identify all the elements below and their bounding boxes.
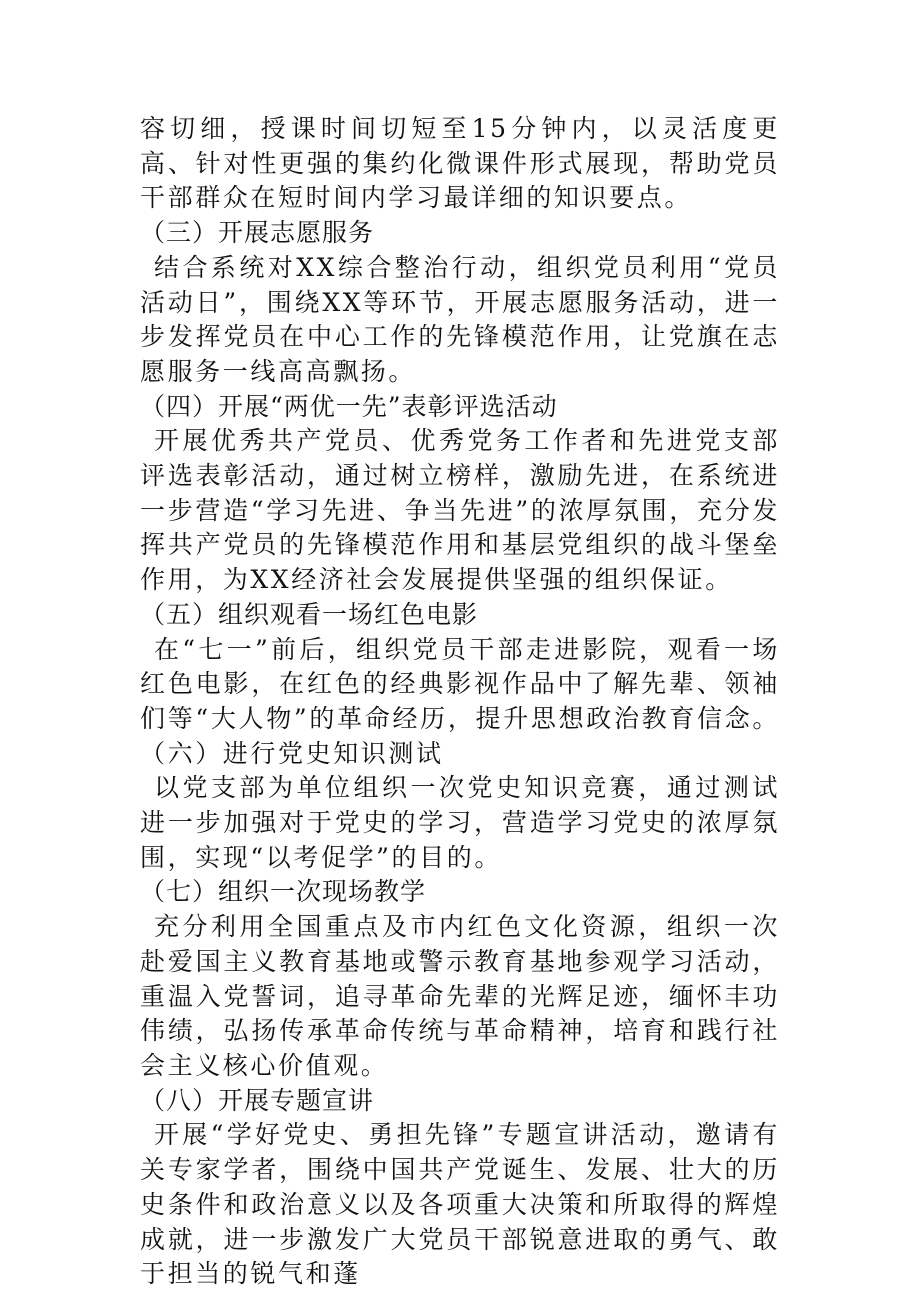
section-heading-awards: （四）开展“两优一先”表彰评选活动 <box>140 391 558 421</box>
paragraph-onsite-teaching: 充分利用全国重点及市内红色文化资源，组织一次赴爱国主义教育基地或警示教育基地参观学习活动，重温入党誓词，追寻革命先辈的光辉足迹，缅怀丰功伟绩，弘扬传承革命传统与革命精神，培育和践行社会主义核心价值观。 <box>140 912 780 1080</box>
paragraph-volunteer: 结合系统对XX综合整治行动，组织党员利用“党员活动日”，围绕XX等环节，开展志愿服务活动，进一步发挥党员在中心工作的先锋模范作用，让党旗在志愿服务一线高高飘扬。 <box>140 252 780 386</box>
section-heading-lectures: （八）开展专题宣讲 <box>140 1085 375 1115</box>
section-heading-red-film: （五）组织观看一场红色电影 <box>140 599 479 629</box>
section-heading-onsite-teaching: （七）组织一次现场教学 <box>140 877 427 907</box>
paragraph-history-quiz: 以党支部为单位组织一次党史知识竞赛，通过测试进一步加强对于党史的学习，营造学习党史的浓厚氛围，实现“以考促学”的目的。 <box>140 773 780 872</box>
paragraph-lectures: 开展“学好党史、勇担先锋”专题宣讲活动，邀请有关专家学者，围绕中国共产党诞生、发展、壮大的历史条件和政治意义以及各项重大决策和所取得的辉煌成就，进一步激发广大党员干部锐意进取的勇气、敢于担当的锐气和蓬 <box>140 1120 780 1289</box>
document-body <box>140 112 780 1292</box>
paragraph-microcourse: 容切细，授课时间切短至15分钟内，以灵活度更高、针对性更强的集约化微课件形式展现，帮助党员干部群众在短时间内学习最详细的知识要点。 <box>140 114 780 213</box>
paragraph-red-film: 在“七一”前后，组织党员干部走进影院，观看一场红色电影，在红色的经典影视作品中了解先辈、领袖们等“大人物”的革命经历，提升思想政治教育信念。（六）进行党史知识测试 <box>140 634 780 768</box>
paragraph-awards: 开展优秀共产党员、优秀党务工作者和先进党支部评选表彰活动，通过树立榜样，激励先进，在系统进一步营造“学习先进、争当先进”的浓厚氛围，充分发挥共产党员的先锋模范作用和基层党组织的战斗堡垒作用，为XX经济社会发展提供坚强的组织保证。 <box>140 426 780 595</box>
section-heading-volunteer: （三）开展志愿服务 <box>140 218 375 248</box>
